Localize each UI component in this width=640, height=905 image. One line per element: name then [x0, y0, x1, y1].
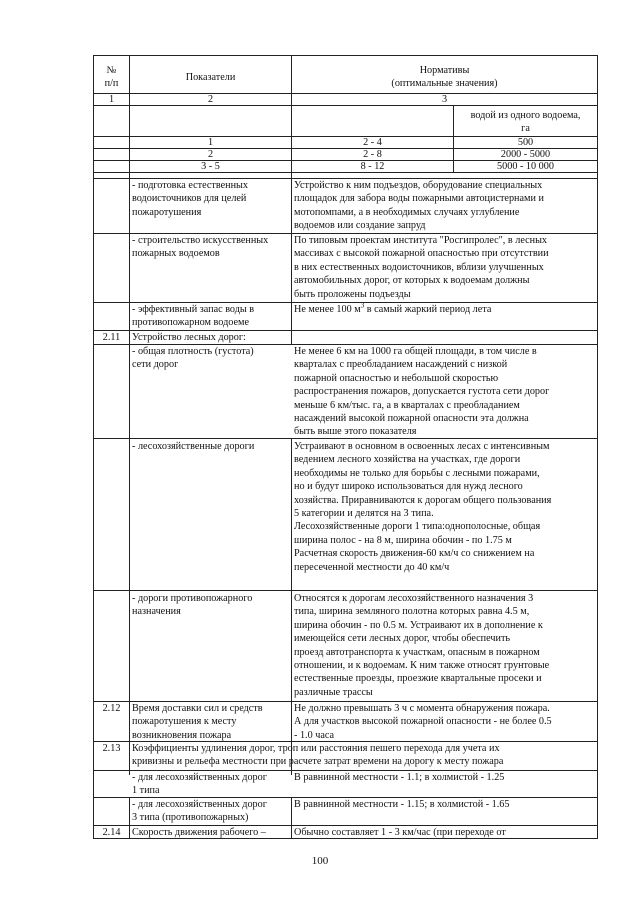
subtable-cell: 3 - 5	[201, 161, 220, 172]
norm-cell: По типовым проектам института "Росгипролес", в лесных массивах с высокой пожарной опасностью при отсутствии в них естественных водоисточников, вблизи улучшенных автомобильных дорог, от которых к водоемам должны быть проложены подъезды	[294, 235, 549, 300]
subtable-cell: 2	[207, 149, 214, 160]
indicator-cell: - строительство искусственных пожарных водоемов	[132, 235, 269, 260]
subtable-cell: 2 - 8	[363, 149, 382, 160]
norm-cell: В равнинной местности - 1.15; в холмистой - 1.65	[294, 799, 510, 810]
indicator-cell: - для лесохозяйственных дорог 1 типа	[132, 772, 267, 797]
indicator-cell: - общая плотность (густота) сети дорог	[132, 346, 254, 371]
column-number-1: 1	[108, 94, 115, 105]
indicator-cell-wide: Коэффициенты удлинения дорог, троп или расстояния пешего перехода для учета их кривизны и рельефа местности при расчете затрат времени на дорогу к месту пожара	[132, 743, 504, 768]
superscript: 3	[360, 301, 365, 310]
norm-cell: Не должно превышать 3 ч с момента обнаружения пожара. А для участков высокой пожарной опасности - не более 0.5 - 1.0 часа	[294, 703, 552, 741]
row-number: 2.14	[102, 827, 121, 838]
table-border-left	[93, 55, 94, 838]
norm-cell	[294, 303, 596, 316]
table-border-top	[93, 55, 598, 56]
subtable-cell: 2000 - 5000	[500, 149, 551, 160]
subtable-cell: 2 - 4	[363, 137, 382, 148]
column-divider	[129, 797, 130, 838]
header-indicators: Показатели	[185, 72, 236, 83]
table-rule	[93, 590, 598, 591]
norm-cell: Обычно составляет 1 - 3 км/час (при переходе от	[294, 827, 506, 838]
page-number: 100	[311, 855, 329, 867]
indicator-cell: - эффективный запас воды в противопожарном водоеме	[132, 304, 255, 329]
column-divider	[291, 438, 292, 770]
column-divider	[291, 797, 292, 838]
indicator-cell: Скорость движения рабочего –	[132, 827, 266, 838]
row-number: 2.11	[102, 332, 121, 343]
norm-text: в самый жаркий период лета	[364, 304, 492, 315]
subtable-cell: 1	[207, 137, 214, 148]
norm-cell: Устраивают в основном в освоенных лесах с интенсивным ведением лесного хозяйства на участках, где дороги необходимы не только для борьбы с лесными пожарами, но и будут широко использоваться для нужд лесного хозяйства. Приравниваются к дорогам общего пользования 5 категории и делятся на 3 типа. Лесохозяйственные дороги 1 типа:однополосные, общая ширина полос - на 8 м, ширина обочин - по 1.75 м Расчетная скорость движения-60 км/ч со снижением на пересеченной местности до 40 км/ч	[294, 441, 552, 573]
indicator-cell: - дороги противопожарного назначения	[132, 593, 253, 618]
norm-cell: Относятся к дорогам лесохозяйственного назначения 3 типа, ширина земляного полотна которых равна 4.5 м, ширина обочин - по 0.5 м. Устраивают их в дополнение к имеющейся сети лесных дорог, чтобы обеспечить проезд автотранспорта к участкам, опасным в пожарном отношении, и к водоемам. К ним также относят грунтовые естественные проезды, проезжие квартальные просеки и различные трассы	[294, 593, 550, 698]
norm-cell: Устройство к ним подъездов, оборудование специальных площадок для забора воды пожарными автоцистернами и мотопомпами, а в необходимых случаях углубление водоемов или создание запруд	[294, 180, 544, 232]
subtable-cell: 500	[517, 137, 534, 148]
column-number-3: 3	[441, 94, 448, 105]
header-norms: Нормативы (оптимальные значения)	[391, 65, 498, 90]
column-tick	[129, 770, 130, 775]
indicator-cell: - подготовка естественных водоисточников для целей пожаротушения	[132, 180, 248, 218]
norm-cell: В равнинной местности - 1.1; в холмистой - 1.25	[294, 772, 505, 783]
column-tick	[291, 770, 292, 775]
column-number-2: 2	[207, 94, 214, 105]
norm-cell: Не менее 6 км на 1000 га общей площади, в том числе в кварталах с преобладанием насаждений с низкой пожарной опасностью и небольшой скоростью распространения пожаров, допускается густота сети дорог меньше 6 км/тыс. га, а в кварталах с преобладанием насаждений высокой пожарной опасности эта должна быть выше этого показателя	[294, 346, 550, 438]
header-number: № п/п	[104, 65, 119, 90]
indicator-cell: Время доставки сил и средств пожаротушения к месту возникновения пожара	[132, 703, 263, 741]
subtable-divider	[453, 105, 454, 172]
row-number: 2.12	[102, 703, 121, 714]
subtable-cell: 5000 - 10 000	[497, 161, 554, 172]
norm-text: Не менее 100 м	[294, 304, 361, 315]
indicator-cell: - для лесохозяйственных дорог 3 типа (противопожарных)	[132, 799, 267, 824]
indicator-cell: - лесохозяйственные дороги	[132, 441, 255, 452]
column-divider	[291, 55, 292, 344]
column-divider	[129, 55, 130, 770]
row-number: 2.13	[102, 743, 121, 754]
section-heading: Устройство лесных дорог:	[132, 332, 246, 343]
subtable-cell: 8 - 12	[360, 161, 385, 172]
table-border-right	[597, 55, 598, 838]
subtable-header: водой из одного водоема, га	[470, 110, 581, 135]
